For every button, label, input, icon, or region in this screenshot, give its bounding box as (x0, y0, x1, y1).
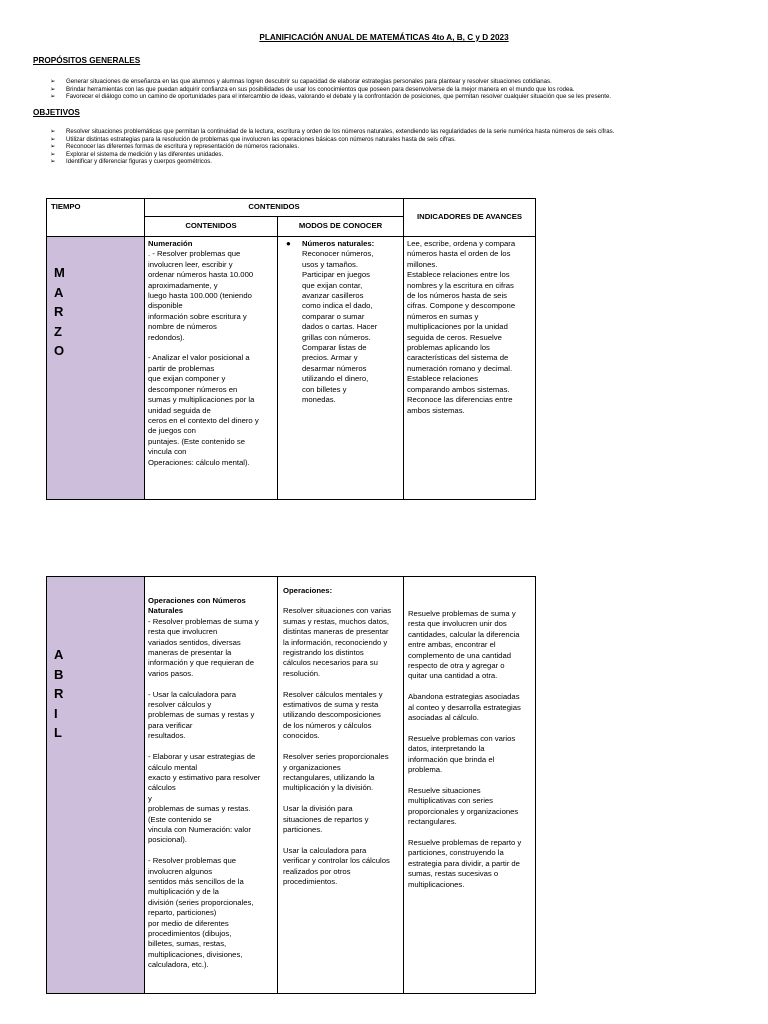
modos-title-row (286, 239, 400, 249)
objetivos-heading: OBJETIVOS (33, 108, 80, 117)
modos-text: Resolver situaciones con varias sumas y restas, muchos datos, distintas maneras de presentar la información, reconociendo y registrando los distintos cálculos necesarios para su resolución. Resolver cálculos mentales y estimativos de suma y resta utilizando descomposiciones de los números y cálculos conocidos. Resolver series proporcionales y organizaciones rectangulares, utilizando la multiplicación y la división. Usar la división para situaciones de repartos y particiones. Usar la calculadora para verificar y controlar los cálculos realizados por otros procedimientos. (283, 606, 392, 886)
month-label (47, 263, 144, 361)
month-letter: O (54, 343, 65, 358)
list-item: ➢ Explorar el sistema de medición y las diferentes unidades. (50, 151, 762, 159)
month-letter: L (54, 725, 62, 740)
header-modos: MODOS DE CONOCER (277, 216, 404, 237)
header-contenidos-group: CONTENIDOS (144, 198, 404, 217)
contenidos-text: . - Resolver problemas que involucren leer, escribir y ordenar números hasta 10.000 aproximadamente, y luego hasta 100.000 (teniendo disponible información sobre escritura y nombre de números redondos). - Analizar el valor posicional a partir de problemas que exijan componer y descomponer números en sumas y multiplicaciones por la unidad seguida de ceros en el contexto del dinero y de juegos con puntajes. (Este contenido se vincula con Operaciones: cálculo mental). (148, 249, 259, 467)
month-letter: B (54, 666, 64, 682)
month-letter: A (54, 284, 64, 300)
propositos-list (50, 78, 762, 101)
modos-title: Números naturales: (302, 239, 375, 248)
modos-cell (277, 576, 404, 994)
modos-cell (277, 236, 404, 500)
list-item: ➢ Generar situaciones de enseñanza en las que alumnos y alumnas logren descubrir su capacidad de elaborar estrategias personales para plantear y resolver situaciones cotidianas. (50, 78, 762, 86)
list-item: ➢ Resolver situaciones problemáticas que permitan la continuidad de la lectura, escritura y orden de los números naturales, extendiendo las regularidades de la serie numérica hasta números de seis cifras. (50, 128, 762, 136)
month-letter: R (54, 304, 64, 319)
propositos-heading: PROPÓSITOS GENERALES (33, 56, 141, 65)
header-contenidos: CONTENIDOS (144, 216, 278, 237)
list-item: ➢ Reconocer las diferentes formas de escritura y representación de números racionales. (50, 143, 762, 151)
modos-title: Operaciones: (283, 586, 333, 595)
month-label (47, 645, 144, 743)
month-letter: R (54, 686, 64, 701)
header-tiempo-label: TIEMPO (51, 202, 81, 211)
indicadores-cell (403, 236, 536, 500)
month-letter: M (54, 265, 65, 280)
contenidos-title: Operaciones con Números Naturales (148, 596, 246, 616)
contenidos-cell (144, 576, 278, 994)
bullet-icon: ● (286, 239, 291, 248)
page-title: PLANIFICACIÓN ANUAL DE MATEMÁTICAS 4to A, B, C y D 2023 (259, 33, 509, 42)
contenidos-title: Numeración (148, 239, 193, 248)
header-tiempo (46, 198, 145, 237)
list-item: ➢ Identificar y diferenciar figuras y cuerpos geométricos. (50, 158, 762, 166)
month-cell-abril (46, 576, 145, 994)
month-letter: A (54, 647, 64, 662)
list-item: ➢ Utilizar distintas estrategias para la resolución de problemas que involucren las operaciones básicas con números naturales hasta de seis cifras. (50, 136, 762, 144)
list-item: ➢ Brindar herramientas con las que puedan adquirir confianza en sus posibilidades de usar los conocimientos que poseen para desenvolverse de la mejor manera en el mundo que los rodea. (50, 86, 762, 94)
modos-text: Reconocer números, usos y tamaños. Participar en juegos que exijan contar, avanzar casilleros como indica el dado, comparar o sumar dados o cartas. Hacer grillas con números. Comparar listas de precios. Armar y desarmar números utilizando el dinero, con billetes y monedas. (302, 249, 378, 405)
indicadores-text: Resuelve problemas de suma y resta que involucren unir dos cantidades, calcular la diferencia entre ambas, encontrar el complemento de una cantidad respecto de otra y agregar o quitar una cantidad a otra. Abandona estrategias asociadas al conteo y desarrolla estrategias asociadas al cálculo. Resuelve problemas con varios datos, interpretando la información que brinda el problema. Resuelve situaciones multiplicativas con series proporcionales y organizaciones rectangulares. Resuelve problemas de reparto y particiones, construyendo la estrategia para dividir, a partir de sumas, restas sucesivas o multiplicaciones. (408, 609, 522, 889)
contenidos-cell (144, 236, 278, 500)
month-letter: Z (54, 323, 62, 339)
indicadores-cell (403, 576, 536, 994)
month-letter: I (54, 705, 58, 721)
indicadores-text: Lee, escribe, ordena y compara números hasta el orden de los millones. Establece relaciones entre los nombres y la escritura en cifras de los números hasta de seis cifras. Compone y descompone números en sumas y multiplicaciones por la unidad seguida de ceros. Resuelve problemas aplicando los características del sistema de numeración romano y decimal. Establece relaciones comparando ambos sistemas. Reconoce las diferencias entre ambos sistemas. (407, 239, 516, 415)
month-cell-marzo (46, 236, 145, 500)
contenidos-text: - Resolver problemas de suma y resta que involucren variados sentidos, diversas maneras de presentar la información y que requieran de varios pasos. - Usar la calculadora para resolver cálculos y problemas de sumas y restas y para verificar resultados. - Elaborar y usar estrategias de cálculo mental exacto y estimativo para resolver cálculos y problemas de sumas y restas. (Este contenido se vincula con Numeración: valor posicional). - Resolver problemas que involucren algunos sentidos más sencillos de la multiplicación y de la división (series proporcionales, reparto, particiones) por medio de diferentes procedimientos (dibujos, billetes, sumas, restas, multiplicaciones, divisiones, calculadora, etc.). (148, 616, 261, 970)
objetivos-list (50, 128, 762, 166)
header-indicadores: INDICADORES DE AVANCES (403, 198, 536, 237)
list-item: ➢ Favorecer el diálogo como un camino de oportunidades para el intercambio de ideas, valorando el debate y la confrontación de posiciones, que permitan resolver cualquier situación que se les presente. (50, 93, 762, 101)
